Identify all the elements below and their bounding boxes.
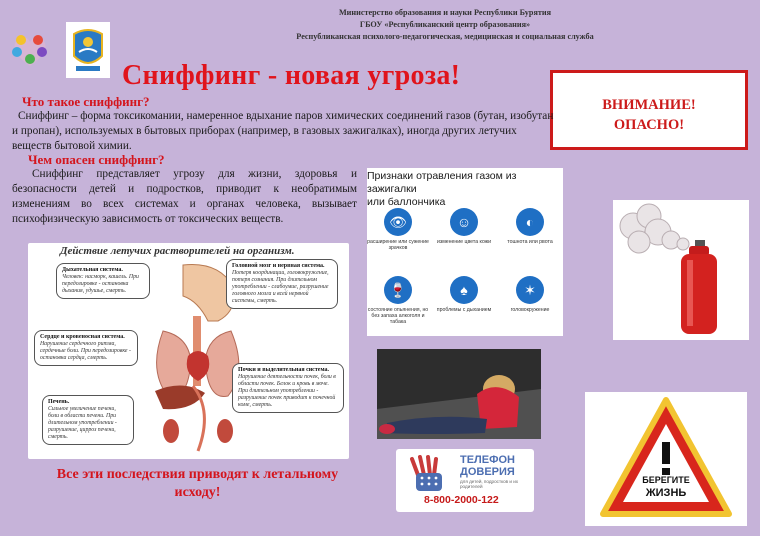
symptom-label: состояние опьянения, но без запаха алкоголя и табака bbox=[367, 307, 429, 325]
symptoms-title bbox=[367, 170, 563, 209]
warning-triangle-panel bbox=[585, 392, 747, 526]
hands-phone-icon bbox=[402, 455, 456, 493]
lungs-icon: ♠ bbox=[450, 276, 478, 304]
symptom-label: изменение цвета кожи bbox=[436, 239, 492, 245]
liver-bubble bbox=[42, 395, 134, 445]
bubble-heading: Головной мозг и нервная система. bbox=[232, 263, 325, 269]
glass-icon: 🍷 bbox=[384, 276, 412, 304]
bubble-heading: Почки и выделительная система. bbox=[238, 367, 330, 373]
conclusion-line: исходу! bbox=[174, 485, 221, 500]
conclusion-line: Все эти последствия приводят к летальному bbox=[56, 467, 339, 482]
face-icon: ☺ bbox=[450, 208, 478, 236]
bubble-heading: Дыхательная система. bbox=[62, 267, 123, 273]
symptom-item bbox=[367, 208, 429, 251]
hotline-title-line: ДОВЕРИЯ bbox=[460, 466, 515, 478]
spray-can-illustration bbox=[613, 200, 749, 340]
warning-triangle-icon bbox=[599, 396, 733, 518]
diagram-title: Действие летучих растворителей на организм. bbox=[60, 245, 295, 257]
hotline-title bbox=[460, 454, 515, 478]
stomach-icon: ◐ bbox=[516, 208, 544, 236]
symptom-label: расширение или сужение зрачков bbox=[367, 239, 429, 251]
definition-text: Сниффинг – форма токсикомании, намеренное вдыхание паров химических соединений газов (бутан, изобутан и пропан), используемых в бытовых приборах (например, в газовых зажигалках), иногда других летучих веществ бытовой химии. bbox=[12, 110, 554, 152]
symptom-item bbox=[499, 276, 561, 313]
brain-bubble bbox=[226, 259, 338, 309]
symptom-item bbox=[433, 208, 495, 245]
conclusion-text bbox=[30, 466, 365, 502]
warning-box bbox=[550, 70, 748, 150]
symptoms-title-line: Признаки отравления газом из зажигалки bbox=[367, 170, 517, 195]
warning-line: ВНИМАНИЕ! bbox=[602, 97, 696, 113]
bubble-text: Нарушение деятельности почек, боли в области почек. Белок и кровь в моче. При длительном употреблении - разрушение почек приводит к почечной коме, смерть. bbox=[238, 374, 336, 408]
kidney-bubble bbox=[232, 363, 344, 413]
emblem-logo bbox=[66, 22, 110, 78]
symptom-label: головокружение bbox=[510, 307, 550, 313]
danger-text: Сниффинг представляет угрозу для жизни, здоровья и безопасности детей и подростков, приводит к необратимым изменениям во всех системах и органах человека, вызывает психофизическую зависимость от токсических веществ. bbox=[12, 168, 357, 225]
symptom-item bbox=[433, 276, 495, 313]
symptom-item bbox=[499, 208, 561, 245]
hotline-title-line: ТЕЛЕФОН bbox=[460, 454, 515, 466]
bubble-heading: Печень. bbox=[48, 399, 70, 405]
org-line: Республиканская психолого-педагогическая, медицинская и социальная служба bbox=[296, 32, 594, 41]
symptoms-panel bbox=[367, 168, 563, 336]
triangle-line: БЕРЕГИТЕ bbox=[642, 475, 690, 485]
bubble-text: Сильное увеличение печени, боли в области печени. При длительном употреблении - разрушение, цирроз печени, смерть. bbox=[48, 406, 117, 440]
org-line: Министерство образования и науки Республики Бурятия bbox=[338, 8, 552, 17]
page-title: Сниффинг - новая угроза! bbox=[122, 60, 461, 91]
org-line: ГБОУ «Республиканский центр образования» bbox=[359, 20, 531, 29]
question-heading: Чем опасен сниффинг? bbox=[28, 152, 165, 167]
triangle-line: ЖИЗНЬ bbox=[645, 487, 687, 499]
warning-line: ОПАСНО! bbox=[613, 117, 685, 133]
body-effects-diagram bbox=[28, 243, 349, 459]
respiratory-bubble bbox=[56, 263, 150, 299]
hotline-subtitle: для детей, подростков и их родителей bbox=[460, 479, 519, 489]
bubble-text: Нарушение сердечного ритма, сердечные боли. При передозировке - остановка сердца, смерть. bbox=[40, 341, 131, 361]
symptom-label: тошнота или рвота bbox=[507, 239, 553, 245]
bubble-text: Потеря координации, головокружение, потеря сознания. При длительном употреблении - слабоумие, разрушение головного мозга и всей нервной системы, смерть. bbox=[232, 270, 329, 304]
eye-icon: 👁 bbox=[384, 208, 412, 236]
hotline-phone[interactable]: 8-800-2000-122 bbox=[424, 494, 499, 506]
symptom-label: проблемы с дыханием bbox=[436, 307, 492, 313]
distressed-teen-photo bbox=[377, 349, 541, 439]
bubble-text: Человек: насморк, кашель. При передозировке - остановка дыхания, удушье, смерть. bbox=[62, 274, 139, 294]
symptom-item bbox=[367, 276, 429, 325]
dizzy-icon: ✶ bbox=[516, 276, 544, 304]
question-heading: Что такое сниффинг? bbox=[22, 94, 150, 109]
organization-header bbox=[230, 7, 660, 43]
bubble-heading: Сердце и кровеносная система. bbox=[40, 334, 125, 340]
heart-bubble bbox=[34, 330, 138, 366]
hotline-banner[interactable] bbox=[396, 449, 534, 512]
symptoms-title-line: или баллончика bbox=[367, 196, 446, 208]
rainbow-heart-logo bbox=[8, 28, 52, 72]
